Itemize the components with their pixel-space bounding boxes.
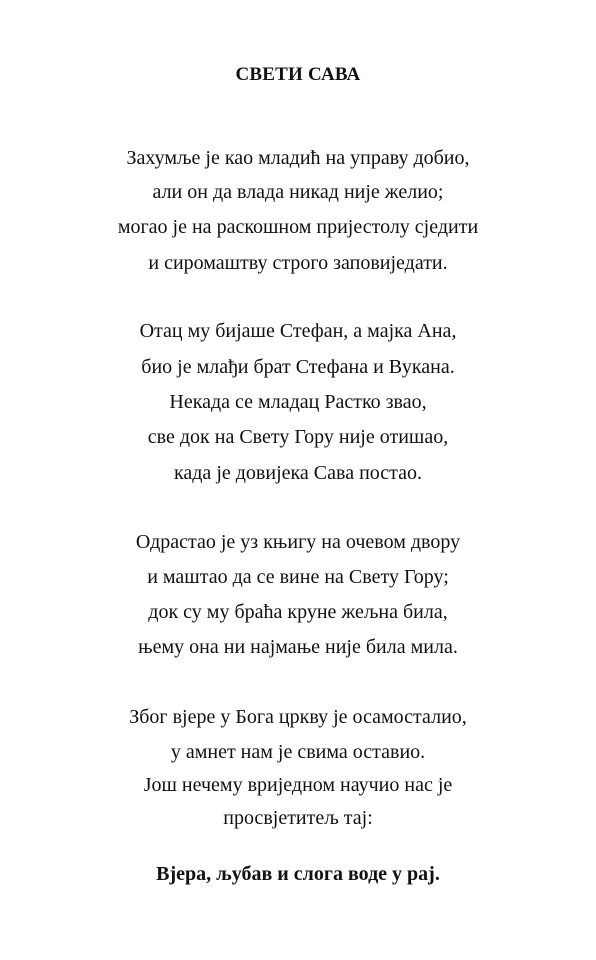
stanza-2-line-5: када је довијека Сава постао. (173, 462, 423, 484)
stanza-2-line-4: све док на Свету Гору није отишао, (147, 426, 449, 448)
stanza-1-line-1: Захумље је као младић на управу добио, (126, 147, 470, 169)
stanza-2-line-1: Отац му бијаше Стефан, а мајка Ана, (139, 320, 457, 342)
poem-title: СВЕТИ САВА (235, 64, 361, 85)
stanza-3-line-2: и маштао да се вине на Свету Гору; (147, 566, 449, 588)
stanza-3-line-3: док су му браћа круне жељна била, (148, 601, 448, 623)
stanza-1-line-3: могао је на раскошном пријестолу сједити (117, 216, 479, 238)
stanza-4-line-4: просвјетитељ тај: (223, 807, 373, 829)
stanza-1-line-2: али он да влада никад није желио; (152, 181, 444, 203)
stanza-2-line-2: био је млађи брат Стефана и Вукана. (141, 356, 455, 378)
stanza-3-line-1: Одрастао је уз књигу на очевом двору (135, 531, 461, 553)
stanza-4-line-2: у амнет нам је свима оставио. (170, 741, 426, 763)
poem-final-line: Вјера, љубав и слога воде у рај. (156, 863, 440, 885)
stanza-3-line-4: њему она ни најмање није била мила. (138, 636, 458, 658)
stanza-4-line-1: Због вјере у Бога цркву је осамосталио, (129, 706, 467, 728)
stanza-2-line-3: Некада се младац Растко звао, (169, 391, 427, 413)
stanza-4-line-3: Још нечему вриједном научио нас је (143, 774, 453, 796)
stanza-1-line-4: и сиромаштву строго заповиједати. (148, 252, 448, 274)
